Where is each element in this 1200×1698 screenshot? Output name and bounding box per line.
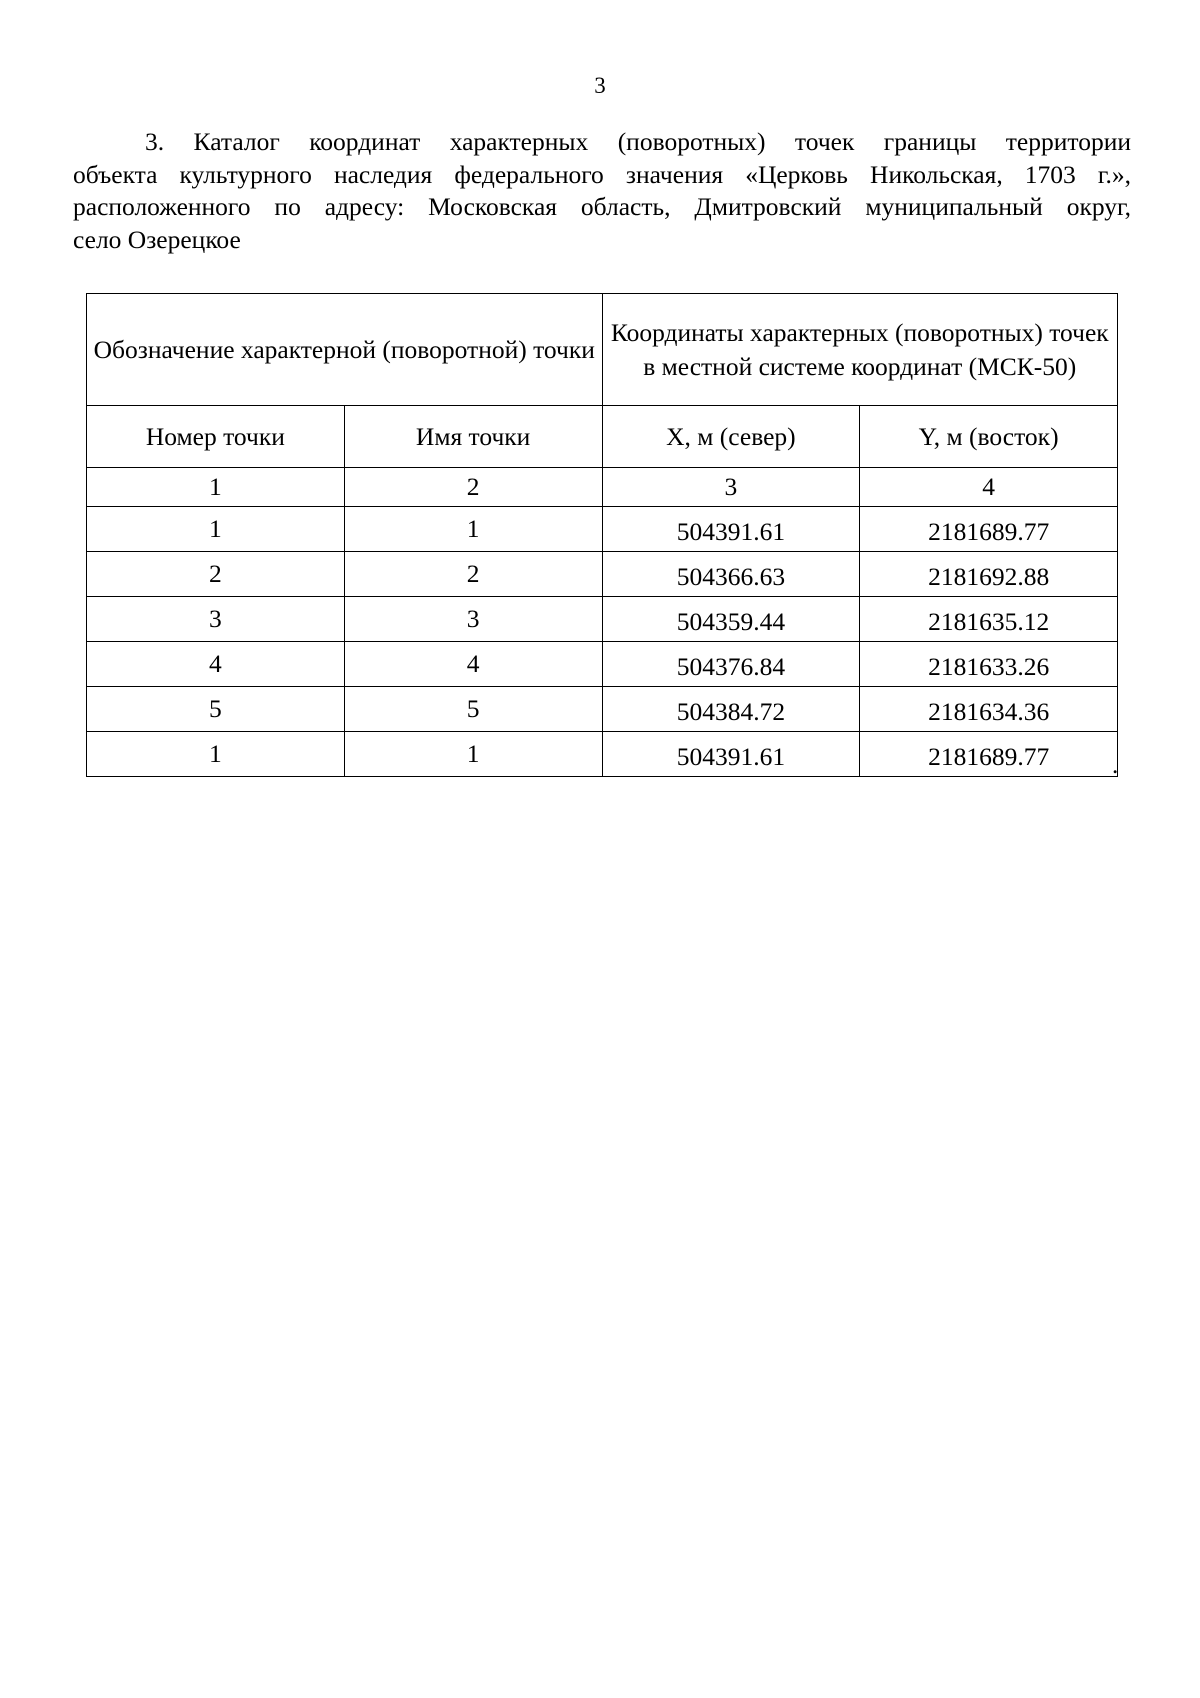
- y-coordinate-cell: 2181635.12: [860, 597, 1118, 642]
- heading-line: объекта культурного наследия федерального значения «Церковь Никольская, 1703 г.»,: [73, 159, 1131, 189]
- x-coordinate-cell: 504391.61: [602, 732, 860, 777]
- table-row: [87, 642, 1118, 687]
- coordinates-table: [86, 293, 1118, 777]
- point-number-cell: 4: [87, 642, 345, 687]
- x-coordinate-cell: 504376.84: [602, 642, 860, 687]
- x-coordinate-cell: 504384.72: [602, 687, 860, 732]
- table-row: [87, 597, 1118, 642]
- heading-line: 3. Каталог координат характерных (поворотных) точек границы территории: [145, 127, 1131, 156]
- column-number: 4: [860, 468, 1118, 507]
- column-number: 3: [602, 468, 860, 507]
- heading-line: расположенного по адресу: Московская область, Дмитровский муниципальный округ,: [73, 192, 1131, 221]
- point-name-cell: 5: [344, 687, 602, 732]
- header-y-east: Y, м (восток): [860, 406, 1118, 468]
- y-coordinate-cell: 2181692.88: [860, 552, 1118, 597]
- header-designation: Обозначение характерной (поворотной) точки: [87, 294, 603, 406]
- catalog-heading: [73, 126, 1131, 256]
- point-number-cell: 2: [87, 552, 345, 597]
- point-name-cell: 4: [344, 642, 602, 687]
- point-number-cell: 1: [87, 732, 345, 777]
- x-coordinate-cell: 504366.63: [602, 552, 860, 597]
- table-row: [87, 687, 1118, 732]
- x-coordinate-cell: 504359.44: [602, 597, 860, 642]
- point-name-cell: 2: [344, 552, 602, 597]
- point-number-cell: 1: [87, 507, 345, 552]
- table-row: [87, 732, 1118, 777]
- heading-line: село Озерецкое: [73, 224, 241, 254]
- column-number: 1: [87, 468, 345, 507]
- header-point-name: Имя точки: [344, 406, 602, 468]
- trailing-mark: .: [1112, 752, 1119, 779]
- table-row: [87, 552, 1118, 597]
- page-number: 3: [594, 73, 606, 98]
- column-header-row: [87, 406, 1118, 468]
- header-point-number: Номер точки: [87, 406, 345, 468]
- group-header-row: [87, 294, 1118, 406]
- column-number: 2: [344, 468, 602, 507]
- point-number-cell: 3: [87, 597, 345, 642]
- point-name-cell: 1: [344, 507, 602, 552]
- y-coordinate-cell: 2181689.77: [860, 507, 1118, 552]
- x-coordinate-cell: 504391.61: [602, 507, 860, 552]
- header-x-north: X, м (север): [602, 406, 860, 468]
- y-coordinate-cell: 2181689.77: [860, 732, 1118, 777]
- y-coordinate-cell: 2181634.36: [860, 687, 1118, 732]
- column-number-row: [87, 468, 1118, 507]
- point-name-cell: 3: [344, 597, 602, 642]
- header-coordinates: Координаты характерных (поворотных) точек в местной системе координат (МСК-50): [602, 294, 1118, 406]
- y-coordinate-cell: 2181633.26: [860, 642, 1118, 687]
- table-row: [87, 507, 1118, 552]
- point-number-cell: 5: [87, 687, 345, 732]
- point-name-cell: 1: [344, 732, 602, 777]
